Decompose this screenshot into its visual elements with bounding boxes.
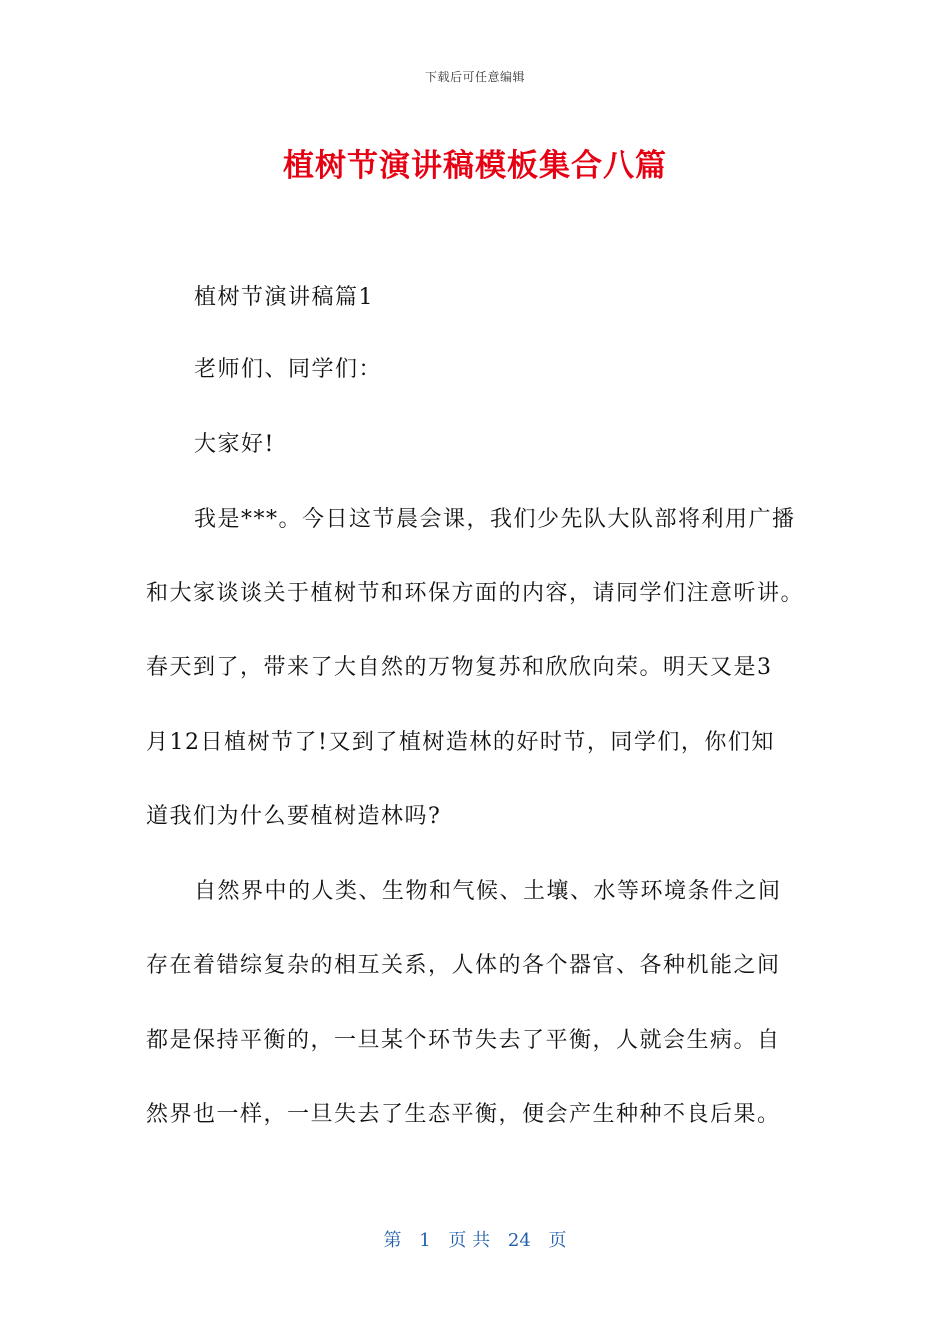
paragraph-line: 都是保持平衡的，一旦某个环节失去了平衡，人就会生病。自 xyxy=(146,1028,781,1053)
footer-suffix: 页 xyxy=(548,1230,567,1251)
salutation: 老师们、同学们： xyxy=(194,357,383,382)
footer-prefix: 第 xyxy=(383,1230,402,1251)
paragraph-line: 月12日植树节了!又到了植树造林的好时节，同学们，你们知 xyxy=(146,730,775,755)
document-title: 植树节演讲稿模板集合八篇 xyxy=(283,148,667,184)
section-heading: 植树节演讲稿篇1 xyxy=(194,285,374,310)
footer-page-number: 1 xyxy=(419,1230,431,1251)
paragraph-line: 春天到了，带来了大自然的万物复苏和欣欣向荣。明天又是3 xyxy=(146,655,773,680)
page-footer xyxy=(0,1226,950,1252)
paragraph-line: 我是***。今日这节晨会课，我们少先队大队部将利用广播 xyxy=(194,507,796,532)
header-note: 下载后可任意编辑 xyxy=(424,70,525,84)
greeting: 大家好! xyxy=(194,432,275,457)
paragraph-line: 道我们为什么要植树造林吗? xyxy=(146,804,442,829)
paragraph-line: 和大家谈谈关于植树节和环保方面的内容，请同学们注意听讲。 xyxy=(146,581,805,606)
paragraph-line: 存在着错综复杂的相互关系，人体的各个器官、各种机能之间 xyxy=(146,953,781,978)
footer-middle: 页 共 xyxy=(448,1230,491,1251)
paragraph-line: 自然界中的人类、生物和气候、土壤、水等环境条件之间 xyxy=(194,879,782,904)
footer-total-pages: 24 xyxy=(507,1230,531,1251)
paragraph-line: 然界也一样，一旦失去了生态平衡，便会产生种种不良后果。 xyxy=(146,1102,781,1127)
